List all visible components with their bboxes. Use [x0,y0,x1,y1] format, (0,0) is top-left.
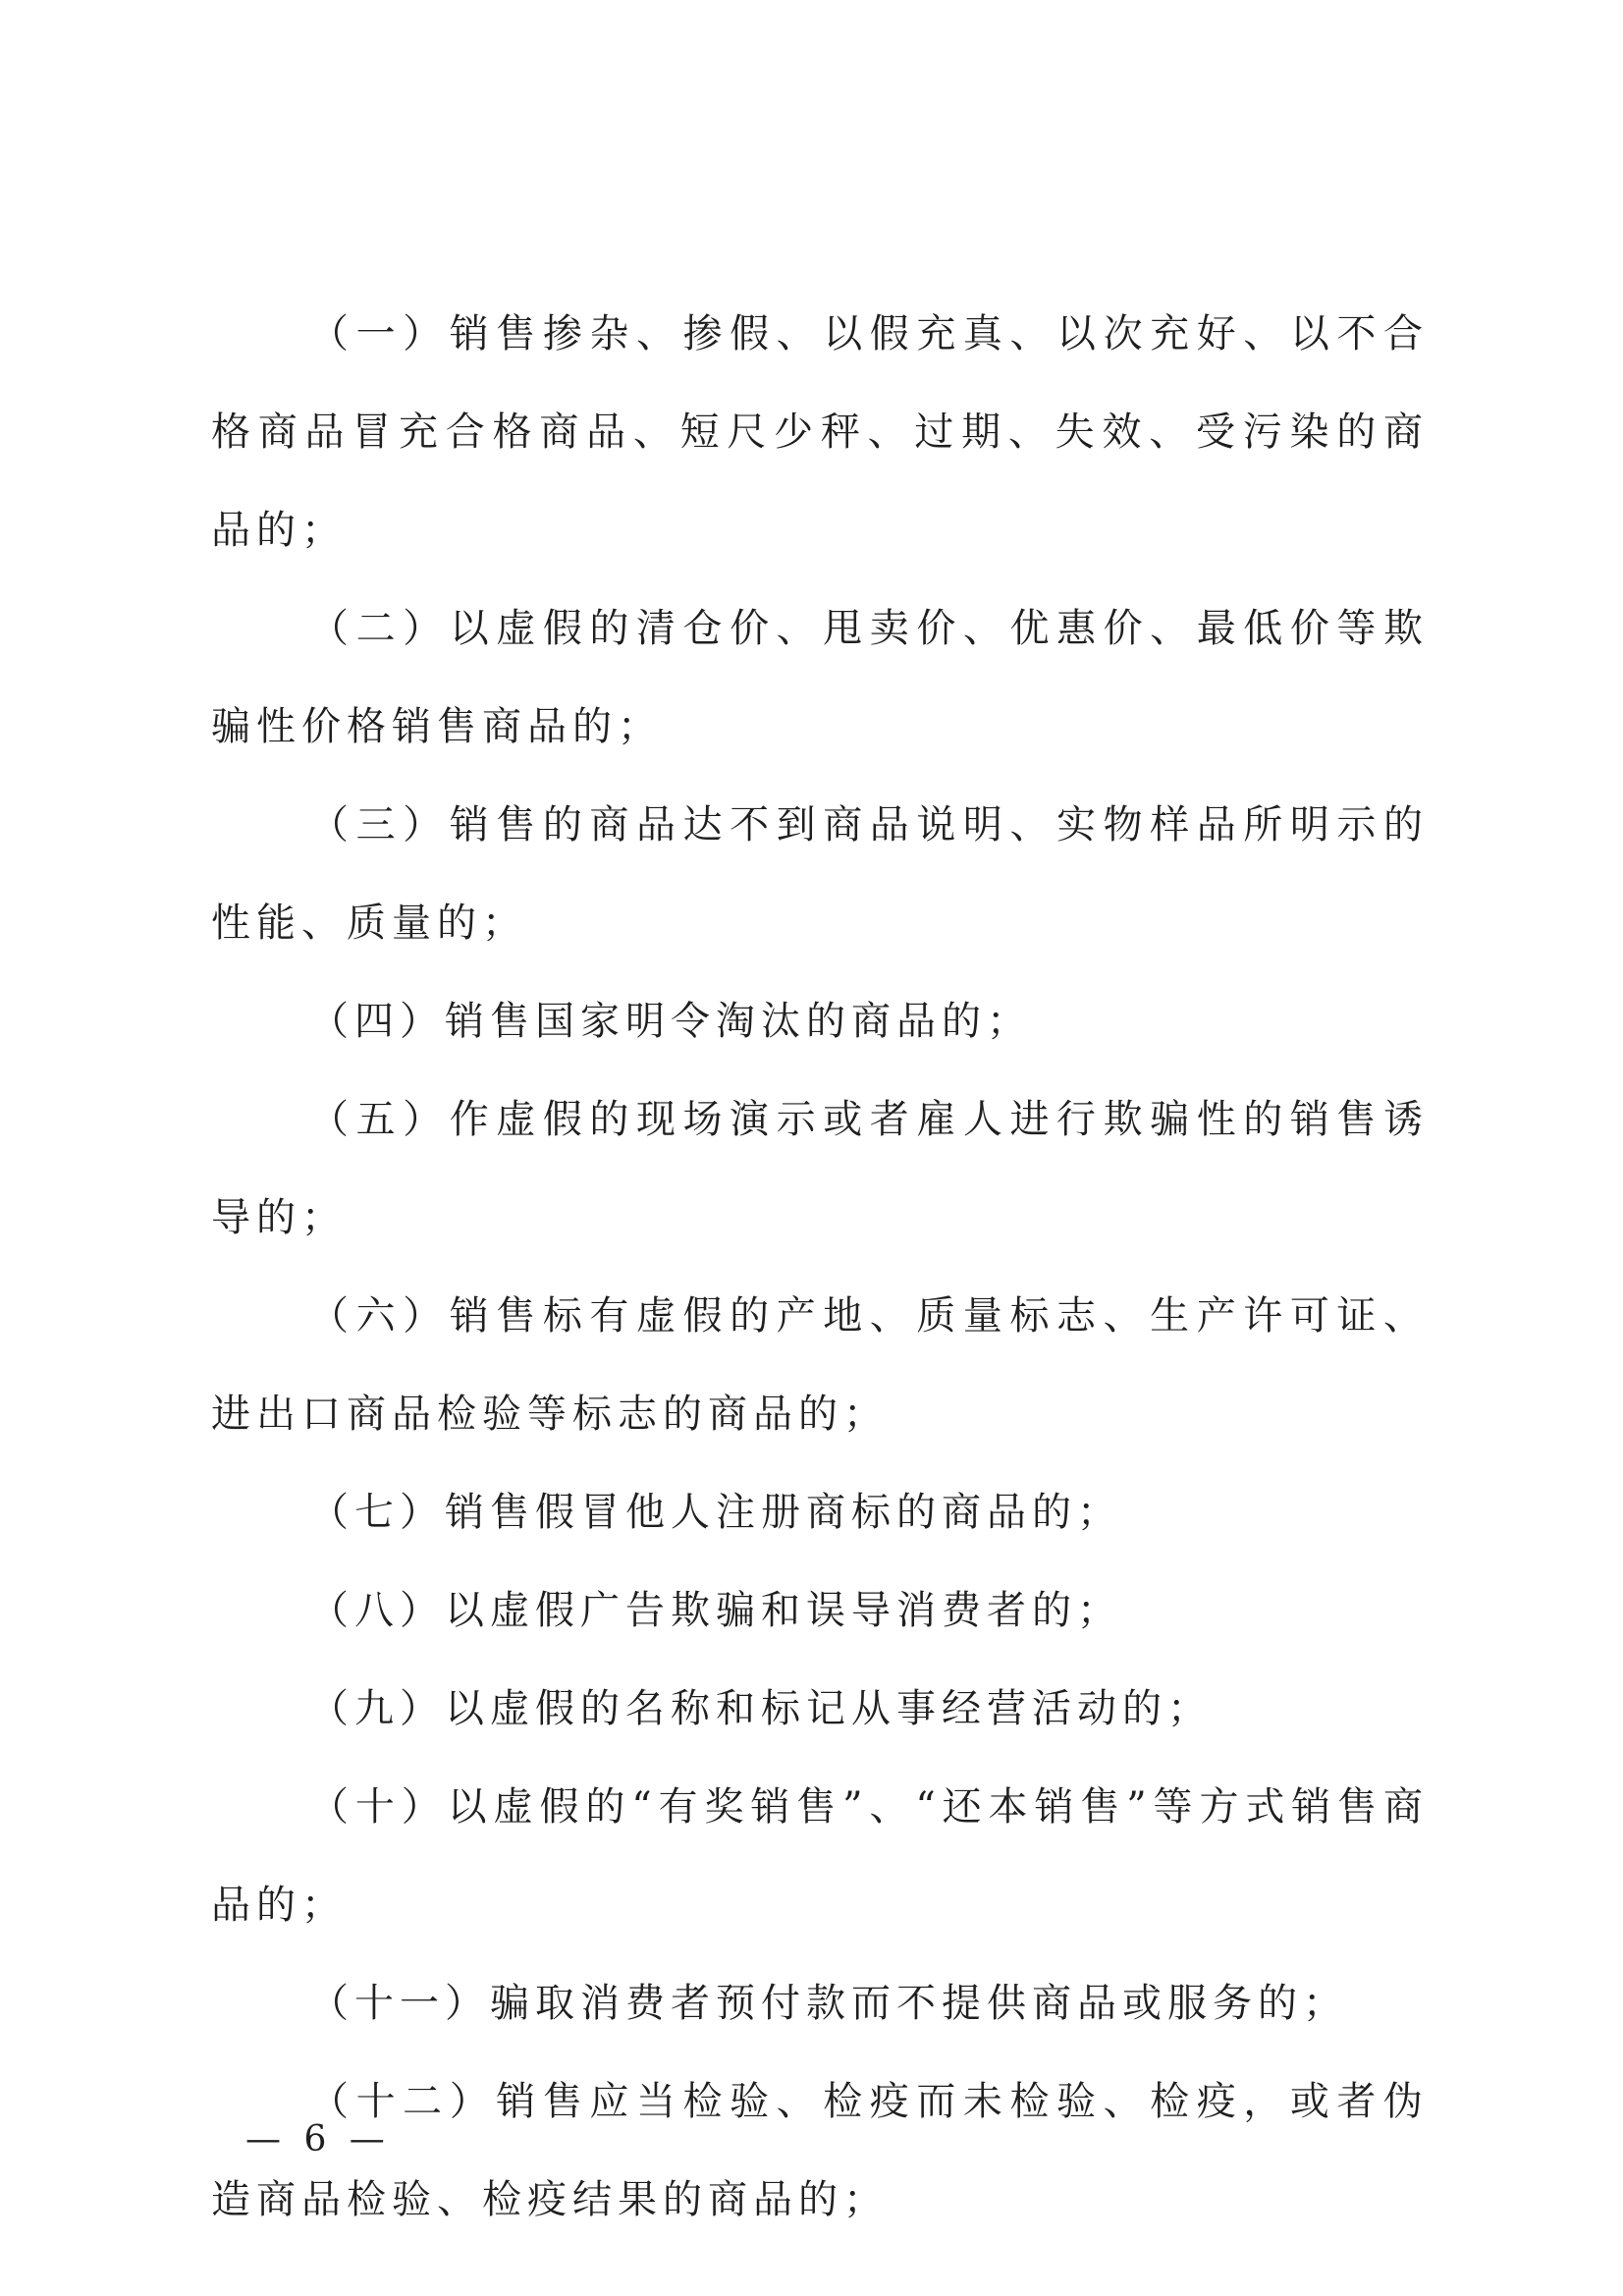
paragraph-item-4: （四）销售国家明令淘汰的商品的； [309,999,1032,1044]
paragraph-item-3: （三）销售的商品达不到商品说明、实物样品所明示的性能、质量的； [211,802,1429,946]
paragraph-item-1: （一）销售掺杂、掺假、以假充真、以次充好、以不合格商品冒充合格商品、短尺少秤、过期、失效、受污染的商品的； [211,311,1429,553]
paragraph-item-10: （十）以虚假的“有奖销售”、“还本销售”等方式销售商品的； [211,1784,1429,1928]
page-number: — 6 — [245,2119,391,2159]
document-body [211,285,1429,2249]
paragraph-item-8: （八）以虚假广告欺骗和误导消费者的； [309,1588,1122,1633]
paragraph-item-12: （十二）销售应当检验、检疫而未检验、检疫，或者伪造商品检验、检疫结果的商品的； [211,2079,1429,2222]
paragraph-item-9: （九）以虚假的名称和标记从事经营活动的； [309,1686,1213,1731]
paragraph-item-6: （六）销售标有虚假的产地、质量标志、生产许可证、进出口商品检验等标志的商品的； [211,1293,1429,1437]
paragraph-item-7: （七）销售假冒他人注册商标的商品的； [309,1490,1122,1535]
paragraph-item-11: （十一）骗取消费者预付款而不提供商品或服务的； [309,1981,1348,2026]
paragraph-item-2: （二）以虚假的清仓价、甩卖价、优惠价、最低价等欺骗性价格销售商品的； [211,606,1429,749]
paragraph-item-5: （五）作虚假的现场演示或者雇人进行欺骗性的销售诱导的； [211,1097,1429,1240]
